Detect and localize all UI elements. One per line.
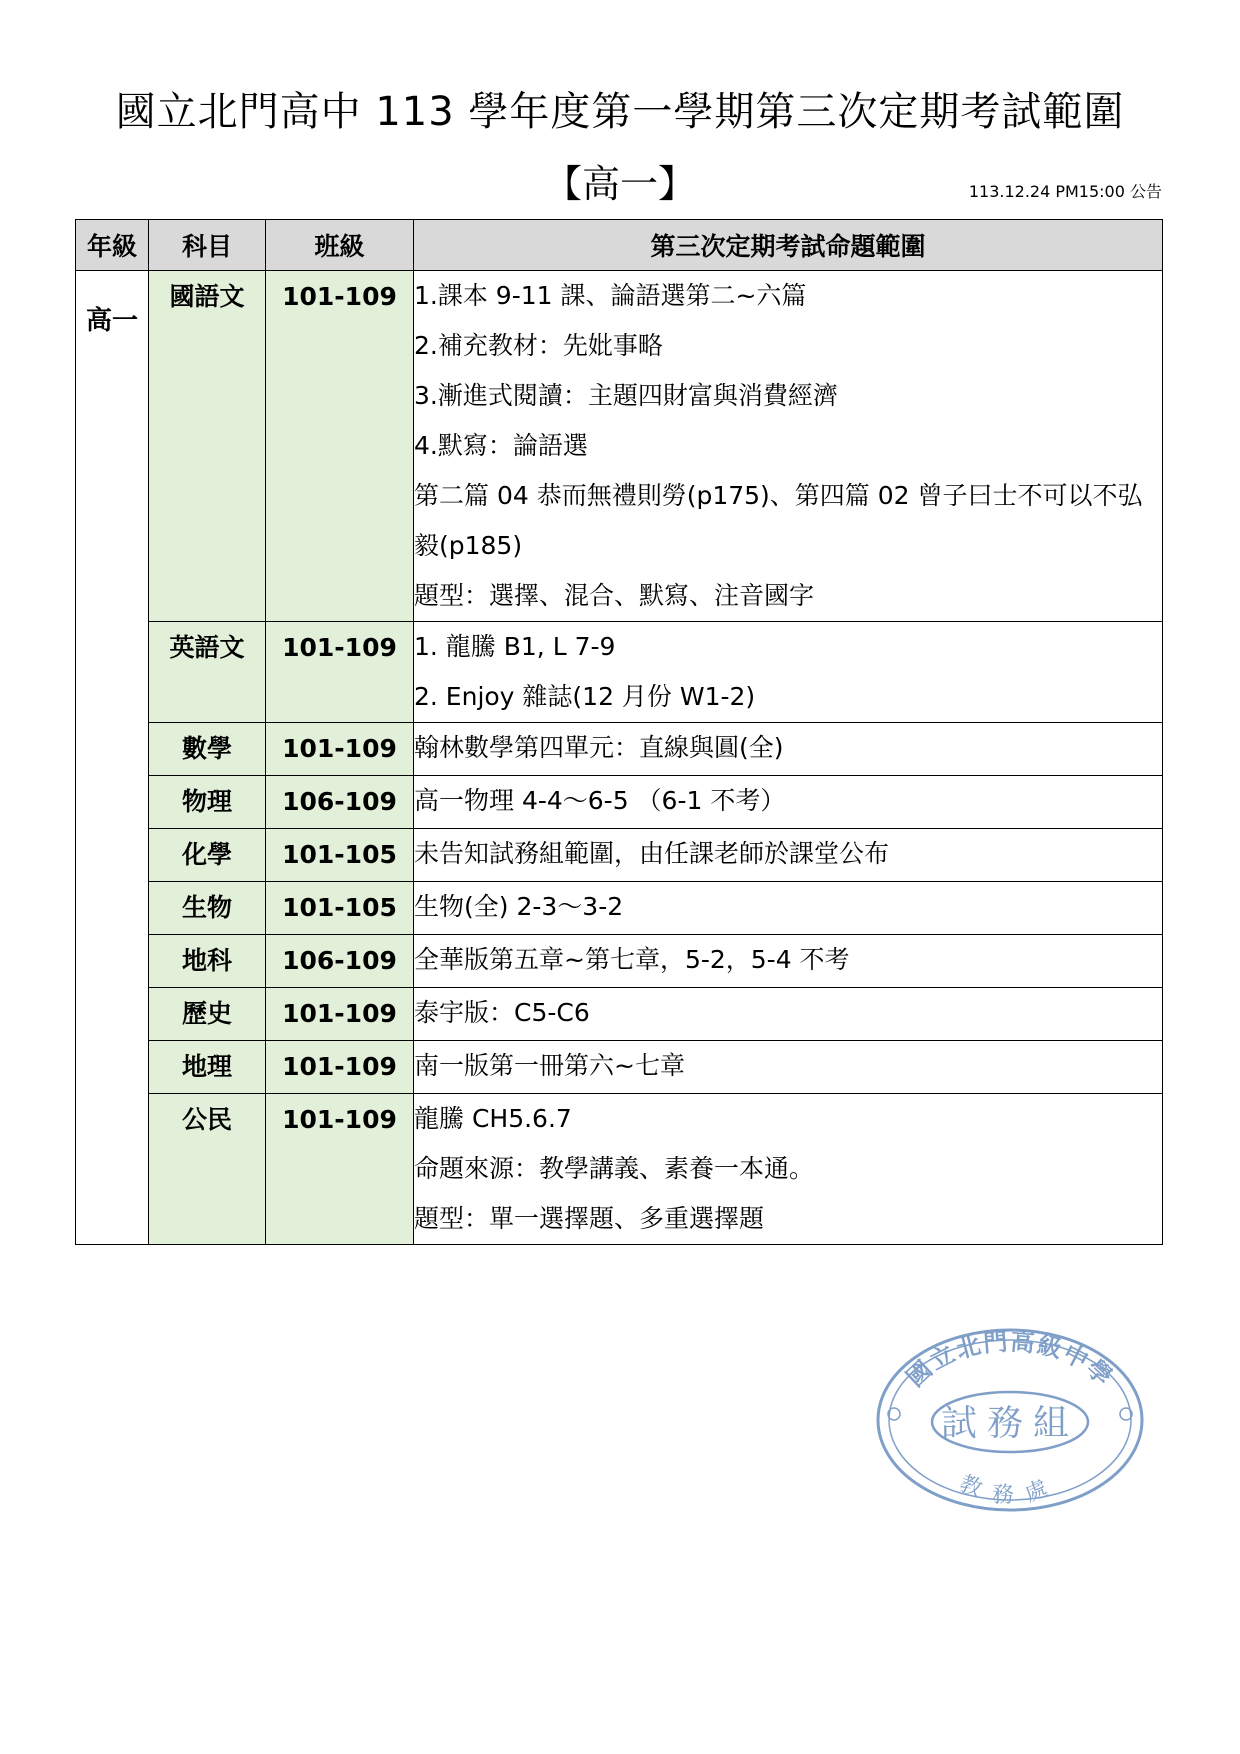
subject-cell: 物理 — [149, 776, 266, 829]
classes-cell: 106-109 — [266, 776, 414, 829]
exam-scope-table — [75, 219, 1163, 1245]
table-row — [76, 776, 1163, 829]
subject-cell: 歷史 — [149, 988, 266, 1041]
header-grade: 年級 — [76, 220, 149, 271]
table-body — [76, 271, 1163, 1245]
table-header-row — [76, 220, 1163, 271]
announcement-timestamp: 113.12.24 PM15:00 公告 — [968, 182, 1162, 201]
table-row — [76, 882, 1163, 935]
scope-cell — [414, 776, 1163, 829]
scope-line: 命題來源：教學講義、素養一本通。 — [414, 1154, 815, 1183]
subject-cell: 地理 — [149, 1041, 266, 1094]
scope-cell — [414, 1094, 1163, 1245]
scope-line: 2.補充教材：先妣事略 — [414, 331, 663, 360]
subject-cell: 生物 — [149, 882, 266, 935]
scope-line: 全華版第五章~第七章，5-2，5-4 不考 — [414, 945, 850, 974]
seal-dept-text: 教務處 — [955, 1471, 1065, 1508]
grade-cell — [76, 271, 149, 1245]
scope-cell — [414, 829, 1163, 882]
scope-line: 未告知試務組範圍，由任課老師於課堂公布 — [414, 839, 890, 868]
classes-cell: 101-109 — [266, 622, 414, 723]
classes-cell: 106-109 — [266, 935, 414, 988]
scope-line: 生物(全) 2-3～3-2 — [414, 892, 624, 921]
scope-line: 南一版第一冊第六~七章 — [414, 1051, 685, 1080]
scope-line: 3.漸進式閱讀：主題四財富與消費經濟 — [414, 381, 838, 410]
scope-cell — [414, 723, 1163, 776]
subject-cell: 公民 — [149, 1094, 266, 1245]
page-subtitle: 【高一】 — [543, 162, 696, 206]
grade-char: 一 — [112, 306, 139, 336]
table-row — [76, 271, 1163, 622]
table-row — [76, 988, 1163, 1041]
office-seal-stamp — [872, 1322, 1148, 1518]
scope-cell — [414, 935, 1163, 988]
table-row — [76, 622, 1163, 723]
table-row — [76, 935, 1163, 988]
classes-cell: 101-109 — [266, 723, 414, 776]
scope-line: 泰宇版：C5-C6 — [414, 998, 590, 1027]
scope-cell — [414, 1041, 1163, 1094]
table-row — [76, 1041, 1163, 1094]
table-row — [76, 829, 1163, 882]
scope-line: 題型：單一選擇題、多重選擇題 — [414, 1204, 765, 1233]
classes-cell: 101-109 — [266, 271, 414, 622]
table-row — [76, 1094, 1163, 1245]
table-row — [76, 723, 1163, 776]
svg-text:教務處 — [956, 1471, 1064, 1508]
scope-line: 4.默寫：論語選 — [414, 431, 588, 460]
classes-cell: 101-109 — [266, 988, 414, 1041]
grade-char: 高 — [85, 306, 112, 336]
header-classes: 班級 — [266, 220, 414, 271]
classes-cell: 101-105 — [266, 882, 414, 935]
classes-cell: 101-105 — [266, 829, 414, 882]
scope-line: 龍騰 CH5.6.7 — [414, 1104, 572, 1133]
header-subject: 科目 — [149, 220, 266, 271]
scope-cell — [414, 622, 1163, 723]
classes-cell: 101-109 — [266, 1041, 414, 1094]
page-title: 國立北門高中 113 學年度第一學期第三次定期考試範圍 — [115, 89, 1125, 135]
scope-cell — [414, 271, 1163, 622]
seal-office-text: 試務組 — [940, 1403, 1080, 1444]
seal-school-text: 國立北門高級中學 — [900, 1326, 1120, 1393]
scope-line: 2. Enjoy 雜誌(12 月份 W1-2) — [414, 682, 756, 711]
subject-cell: 化學 — [149, 829, 266, 882]
svg-text:國立北門高級中學 — [900, 1327, 1119, 1393]
scope-cell — [414, 882, 1163, 935]
scope-line: 第二篇 04 恭而無禮則勞(p175)、第四篇 02 曾子曰士不可以不弘毅(p185) — [414, 481, 1143, 560]
classes-cell: 101-109 — [266, 1094, 414, 1245]
subject-cell: 國語文 — [149, 271, 266, 622]
scope-line: 題型：選擇、混合、默寫、注音國字 — [414, 581, 815, 610]
header-scope: 第三次定期考試命題範圍 — [414, 220, 1163, 271]
subject-cell: 地科 — [149, 935, 266, 988]
subject-cell: 英語文 — [149, 622, 266, 723]
scope-line: 高一物理 4-4～6-5 （6-1 不考） — [414, 786, 786, 815]
scope-line: 翰林數學第四單元：直線與圓(全) — [414, 733, 784, 762]
subject-cell: 數學 — [149, 723, 266, 776]
scope-line: 1. 龍騰 B1, L 7-9 — [414, 632, 616, 661]
scope-cell — [414, 988, 1163, 1041]
scope-line: 1.課本 9-11 課、論語選第二~六篇 — [414, 281, 807, 310]
